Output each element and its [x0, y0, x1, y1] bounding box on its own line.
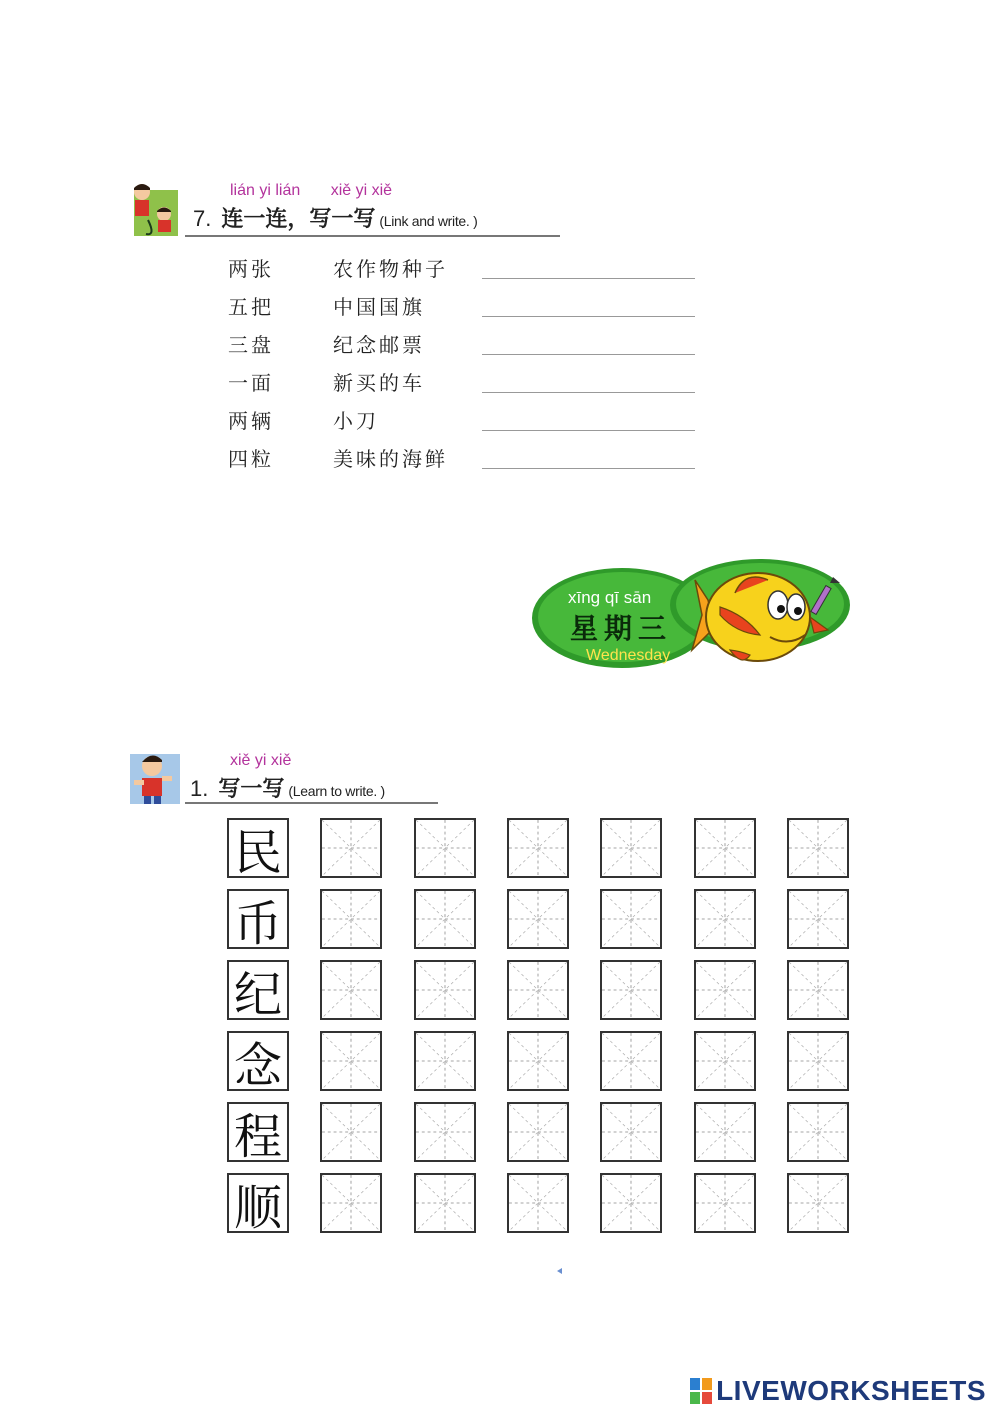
- section7-heading: 连一连，写一写: [221, 207, 376, 232]
- practice-cell[interactable]: [694, 889, 756, 949]
- measure-word: 两辆: [228, 409, 274, 433]
- practice-cell[interactable]: [414, 889, 476, 949]
- practice-cell[interactable]: [694, 960, 756, 1020]
- noun-phrase: 小刀: [333, 409, 379, 433]
- practice-cell[interactable]: [787, 960, 849, 1020]
- measure-word: 五把: [228, 295, 274, 319]
- practice-cell[interactable]: [414, 1173, 476, 1233]
- match-row: [228, 291, 708, 329]
- practice-cell[interactable]: [694, 1102, 756, 1162]
- practice-cell[interactable]: [320, 889, 382, 949]
- practice-cell[interactable]: [694, 1031, 756, 1091]
- section7-number: 7.: [193, 206, 212, 231]
- practice-cell[interactable]: [320, 1102, 382, 1162]
- practice-cell[interactable]: [600, 960, 662, 1020]
- section7-pinyin: [230, 182, 392, 200]
- match-row: [228, 405, 708, 443]
- section7-underline: [185, 235, 560, 237]
- match-row: [228, 329, 708, 367]
- practice-cell[interactable]: [320, 960, 382, 1020]
- answer-line[interactable]: [482, 392, 695, 393]
- kids-icon: [128, 180, 180, 238]
- practice-cell[interactable]: [507, 1102, 569, 1162]
- badge-title: 星期三: [570, 612, 673, 645]
- answer-line[interactable]: [482, 316, 695, 317]
- answer-line[interactable]: [482, 354, 695, 355]
- model-character-cell: 币: [227, 889, 289, 949]
- practice-cell[interactable]: [320, 818, 382, 878]
- wednesday-badge: [530, 555, 855, 680]
- practice-cell[interactable]: [600, 889, 662, 949]
- noun-phrase: 纪念邮票: [333, 333, 425, 357]
- section7-english: (Link and write. ): [379, 213, 478, 229]
- badge-pinyin: xīng qī sān: [568, 588, 652, 607]
- practice-cell[interactable]: [414, 1031, 476, 1091]
- liveworksheets-logo-icon: [690, 1378, 712, 1404]
- writing-grid: [227, 818, 852, 1238]
- badge-english: Wednesday: [586, 647, 671, 664]
- noun-phrase: 中国国旗: [333, 295, 425, 319]
- measure-word: 三盘: [228, 333, 274, 357]
- measure-word: 四粒: [228, 447, 274, 471]
- practice-cell[interactable]: [507, 818, 569, 878]
- answer-line[interactable]: [482, 278, 695, 279]
- pinyin-xie: xiě yi xiě: [330, 182, 393, 199]
- model-character-cell: 程: [227, 1102, 289, 1162]
- section1-title: [190, 772, 385, 803]
- pinyin-lian: lián yi lián: [230, 182, 301, 199]
- practice-cell[interactable]: [507, 1173, 569, 1233]
- practice-cell[interactable]: [787, 1102, 849, 1162]
- section1-heading: 写一写: [218, 777, 285, 802]
- model-character-cell: 纪: [227, 960, 289, 1020]
- practice-cell[interactable]: [414, 1102, 476, 1162]
- answer-line[interactable]: [482, 430, 695, 431]
- section1-number: 1.: [190, 776, 209, 801]
- practice-cell[interactable]: [414, 818, 476, 878]
- brand-name: LIVEWORKSHEETS: [716, 1375, 986, 1406]
- practice-cell[interactable]: [507, 889, 569, 949]
- noun-phrase: 新买的车: [333, 371, 425, 395]
- practice-cell[interactable]: [507, 960, 569, 1020]
- noun-phrase: 美味的海鲜: [333, 447, 448, 471]
- footer-brand: [690, 1375, 986, 1407]
- section1-pinyin: xiě yi xiě: [230, 752, 292, 769]
- practice-cell[interactable]: [320, 1031, 382, 1091]
- practice-cell[interactable]: [600, 1173, 662, 1233]
- match-row: [228, 443, 708, 481]
- practice-cell[interactable]: [414, 960, 476, 1020]
- model-character-cell: 念: [227, 1031, 289, 1091]
- match-list: [228, 253, 708, 481]
- measure-word: 两张: [228, 257, 274, 281]
- practice-cell[interactable]: [694, 1173, 756, 1233]
- section1-underline: [185, 802, 438, 804]
- page-marker: [557, 1268, 562, 1274]
- practice-cell[interactable]: [600, 1102, 662, 1162]
- practice-cell[interactable]: [320, 1173, 382, 1233]
- practice-cell[interactable]: [600, 818, 662, 878]
- practice-cell[interactable]: [787, 818, 849, 878]
- section1-english: (Learn to write. ): [288, 783, 385, 799]
- model-character-cell: 民: [227, 818, 289, 878]
- practice-cell[interactable]: [694, 818, 756, 878]
- answer-line[interactable]: [482, 468, 695, 469]
- practice-cell[interactable]: [787, 1031, 849, 1091]
- practice-cell[interactable]: [787, 889, 849, 949]
- practice-cell[interactable]: [600, 1031, 662, 1091]
- practice-cell[interactable]: [787, 1173, 849, 1233]
- measure-word: 一面: [228, 371, 274, 395]
- model-character-cell: 顺: [227, 1173, 289, 1233]
- match-row: [228, 253, 708, 291]
- match-row: [228, 367, 708, 405]
- boy-icon: [128, 748, 182, 806]
- noun-phrase: 农作物种子: [333, 257, 448, 281]
- section7-title: [193, 202, 477, 233]
- practice-cell[interactable]: [507, 1031, 569, 1091]
